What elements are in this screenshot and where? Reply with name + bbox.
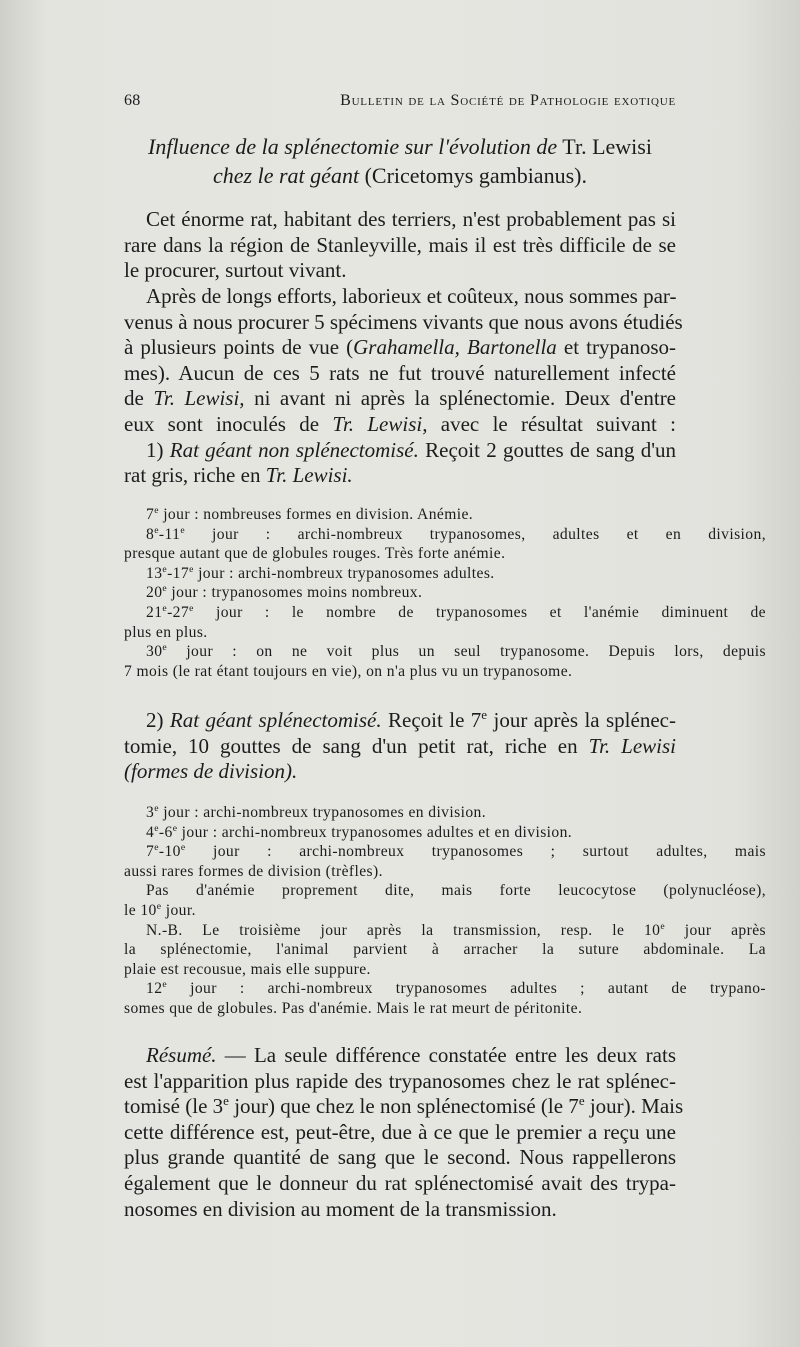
observations-rat-1: 7e jour : nombreuses formes en division. Anémie. 8e-11e jour : archi-nombreux trypanosomes, adultes et en division, presque autant que de globules rouges. Très forte anémie. 13e-17e jour : archi-nombreux trypanosomes adultes. 20e jour : trypanosomes moins nombreux. 21e-27e jour : le nombre de trypanosomes et l'anémie diminuent de plus en plus. 30e jour : on ne voit plus un seul trypanosome. Depuis lors, depuis 7 mois (le rat étant toujours en vie), on n'a plus vu un trypanosome. (124, 505, 766, 680)
methods-paragraph: Après de longs efforts, laborieux et coûteux, nous sommes par- venus à nous procurer 5 spécimens vivants que nous avons étudiés à plusieurs points de vue (Grahamella, Bartonella et trypanoso- mes). Aucun de ces 5 rats ne fut trouvé naturellement infecté de Tr. Lewisi, ni avant ni après la splénectomie. Deux d'entre eux sont inoculés de Tr. Lewisi, avec le résultat suivant : 1) Rat géant non splénectomisé. Reçoit 2 gouttes de sang d'un rat gris, riche en Tr. Lewisi. (124, 284, 683, 488)
summary-label: Résumé. (146, 1043, 217, 1067)
summary-paragraph: Résumé. — La seule différence constatée entre les deux rats est l'apparition plus rapide des trypanosomes chez le rat splénec- tomisé (le 3e jour) que chez le non splénectomisé (le 7e jour). Mais cette différence est, peut-être, due à ce que le premier a reçu une plus grande quantité de sang que le second. Nous rappellerons également que le donneur du rat splénectomisé avait des trypa- nosomes en division au moment de la transmission. (124, 1043, 684, 1221)
running-title: Bulletin de la Société de Pathologie exotique (340, 92, 676, 109)
case-2-paragraph: 2) Rat géant splénectomisé. Reçoit le 7e jour après la splénec- tomie, 10 gouttes de sang d'un petit rat, riche en Tr. Lewisi (formes de division). (124, 707, 676, 784)
observations-rat-2: 3e jour : archi-nombreux trypanosomes en division. 4e-6e jour : archi-nombreux trypanosomes adultes et en division. 7e-10e jour : archi-nombreux trypanosomes ; surtout adultes, mais aussi rares formes de division (trèfles). Pas d'anémie proprement dite, mais forte leucocytose (polynucléose), le 10e jour. N.-B. Le troisième jour après la transmission, resp. le 10e jour après la splénectomie, l'animal parvient à arracher la suture abdominale. La plaie est recousue, mais elle suppure. 12e jour : archi-nombreux trypanosomes adultes ; autant de trypano- somes que de globules. Pas d'anémie. Mais le rat meurt de péritonite. (124, 803, 766, 1017)
intro-paragraph: Cet énorme rat, habitant des terriers, n'est probablement pas si rare dans la région de Stanleyville, mais il est très difficile de se le procurer, surtout vivant. (124, 207, 676, 283)
article-title: Influence de la splénectomie sur l'évolution de Tr. Lewisi chez le rat géant (Cricetomys gambianus). (148, 134, 652, 188)
page-header (124, 92, 676, 110)
page-number: 68 (124, 92, 141, 109)
